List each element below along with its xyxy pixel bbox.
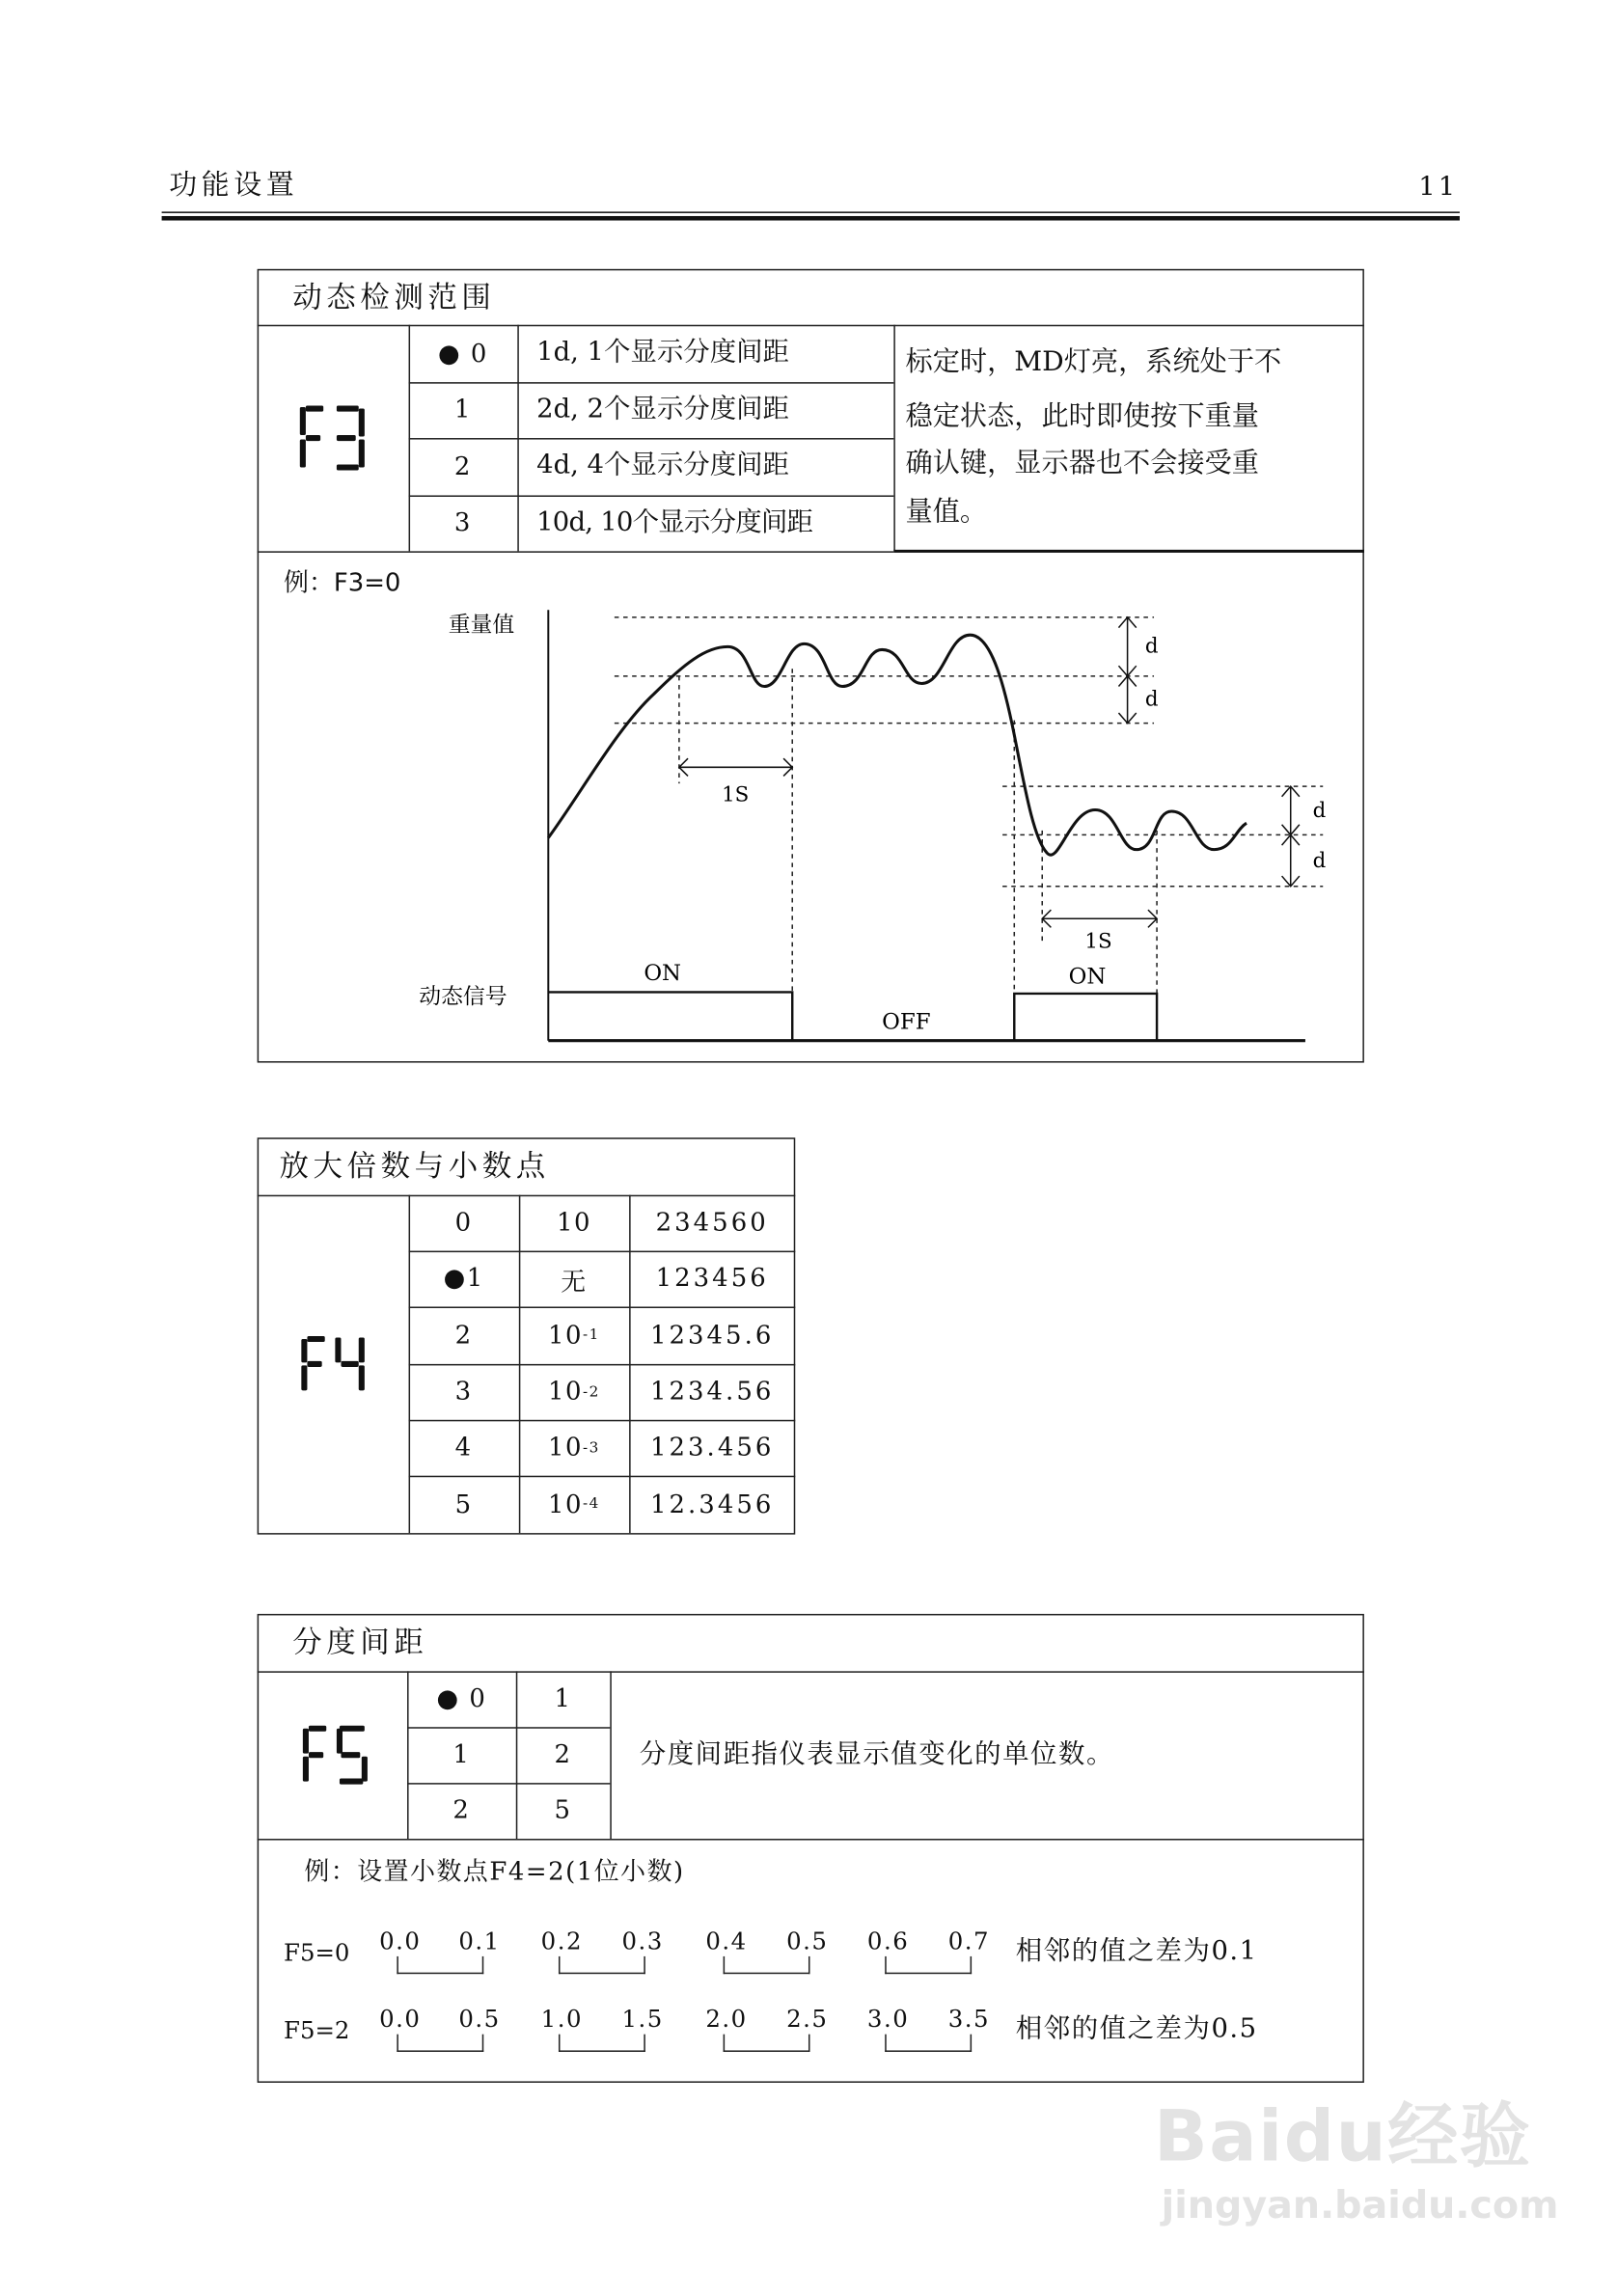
f3-note-line: 稳定状态，此时即使按下重量 bbox=[905, 400, 1259, 432]
page-number: 11 bbox=[1418, 172, 1459, 204]
f3-desc: 1d, 1个显示分度间距 bbox=[536, 336, 789, 368]
f3-title: 动态检测范围 bbox=[292, 279, 496, 315]
pair-bracket bbox=[559, 2035, 645, 2052]
f3-note-line: 标定时，MD灯亮，系统处于不 bbox=[905, 346, 1282, 378]
f5-example-value: 0.3 bbox=[621, 1927, 664, 1955]
on-label: ON bbox=[644, 961, 682, 987]
baidu-jingyan-watermark: Baidu经验 bbox=[1154, 2095, 1532, 2178]
f5-example-label: 例：设置小数点F4=2(1位小数) bbox=[304, 1857, 685, 1888]
f4-multiplier-base: 无 bbox=[561, 1268, 588, 1298]
d-label: d bbox=[1312, 848, 1327, 873]
f5-option: 1 bbox=[452, 1739, 471, 1770]
f4-multiplier bbox=[519, 1364, 629, 1420]
signal-label: 动态信号 bbox=[419, 984, 507, 1010]
pair-bracket bbox=[724, 1956, 810, 1974]
weight-curve bbox=[548, 635, 1247, 855]
f5-example-value: 0.0 bbox=[379, 2005, 422, 2034]
f3-desc: 10d, 10个显示分度间距 bbox=[536, 506, 813, 538]
f4-display-value: 123.456 bbox=[649, 1433, 775, 1462]
pair-bracket bbox=[559, 1956, 645, 1974]
f4-multiplier bbox=[519, 1195, 629, 1251]
f4-multiplier-base: 10 bbox=[547, 1377, 584, 1408]
f5-example-value: 0.0 bbox=[379, 1927, 422, 1955]
on-label: ON bbox=[1068, 964, 1107, 990]
pair-bracket bbox=[885, 2035, 972, 2052]
d-label: d bbox=[1144, 687, 1159, 712]
f5-value: 1 bbox=[554, 1684, 572, 1714]
f5-example-value: 0.7 bbox=[947, 1927, 991, 1955]
f3-desc: 4d, 4个显示分度间距 bbox=[536, 450, 789, 481]
f5-value: 5 bbox=[554, 1795, 572, 1826]
f4-title: 放大倍数与小数点 bbox=[279, 1147, 550, 1184]
f4-option: 3 bbox=[454, 1377, 473, 1408]
f4-multiplier-exponent: -4 bbox=[583, 1496, 600, 1513]
f4-multiplier bbox=[519, 1420, 629, 1476]
pair-bracket bbox=[724, 2035, 810, 2052]
f4-option: 4 bbox=[454, 1433, 473, 1462]
interval-label: 1S bbox=[722, 782, 750, 807]
f5-example-setting: F5=0 bbox=[284, 1938, 350, 1967]
f5-seven-segment-code bbox=[300, 1724, 373, 1786]
reference-dashed-lines bbox=[615, 617, 1323, 1041]
f4-option: ●1 bbox=[443, 1264, 484, 1294]
f5-example-value: 0.1 bbox=[458, 1927, 501, 1955]
f5-title: 分度间距 bbox=[292, 1624, 428, 1660]
f3-desc: 2d, 2个显示分度间距 bbox=[536, 394, 789, 425]
f4-multiplier-exponent: -2 bbox=[583, 1383, 600, 1401]
section-title: 功能设置 bbox=[169, 169, 299, 202]
f4-option: 2 bbox=[454, 1320, 473, 1351]
f4-multiplier-exponent: -3 bbox=[583, 1439, 600, 1457]
dynamic-detection-diagram bbox=[0, 0, 1617, 1117]
watermark-url: jingyan.baidu.com bbox=[1161, 2184, 1559, 2228]
f4-multiplier-base: 10 bbox=[556, 1208, 591, 1238]
f5-example-value: 1.5 bbox=[621, 2005, 664, 2034]
f5-example-value: 2.5 bbox=[786, 2005, 829, 2034]
d-label: d bbox=[1144, 634, 1159, 659]
pair-bracket bbox=[397, 1956, 483, 1974]
f3-option: ● 0 bbox=[437, 339, 488, 369]
f4-option: 5 bbox=[454, 1490, 473, 1519]
f4-seven-segment-code bbox=[298, 1334, 371, 1393]
f5-example-value: 2.0 bbox=[705, 2005, 748, 2034]
f4-display-value: 1234.56 bbox=[649, 1377, 775, 1408]
f4-display-value: 12345.6 bbox=[649, 1320, 775, 1351]
f4-multiplier bbox=[519, 1476, 629, 1533]
interval-label: 1S bbox=[1084, 929, 1112, 954]
pair-bracket bbox=[397, 2035, 483, 2052]
f4-option: 0 bbox=[454, 1208, 473, 1238]
f3-option: 3 bbox=[453, 508, 472, 538]
pair-bracket bbox=[885, 1956, 972, 1974]
f5-option: ● 0 bbox=[436, 1684, 487, 1714]
f4-multiplier bbox=[519, 1306, 629, 1363]
f4-multiplier-base: 10 bbox=[547, 1320, 584, 1351]
dynamic-signal-waveform bbox=[548, 992, 1157, 1040]
d-label: d bbox=[1312, 799, 1327, 824]
f4-multiplier-base: 10 bbox=[547, 1433, 584, 1462]
f3-note-line: 量值。 bbox=[905, 496, 988, 528]
f3-option: 1 bbox=[453, 395, 472, 425]
f4-display-value: 12.3456 bbox=[649, 1490, 775, 1519]
f4-display-value: 123456 bbox=[655, 1264, 769, 1294]
f5-example-value: 0.2 bbox=[540, 1927, 584, 1955]
f5-example-value: 0.5 bbox=[786, 1927, 829, 1955]
f4-multiplier bbox=[519, 1251, 629, 1307]
f3-example-label: 例：F3=0 bbox=[284, 568, 401, 599]
y-axis-label: 重量值 bbox=[448, 613, 515, 639]
f4-multiplier-exponent: -1 bbox=[583, 1326, 600, 1344]
off-label: OFF bbox=[882, 1009, 931, 1035]
f5-example-value: 0.6 bbox=[866, 1927, 910, 1955]
interval-arrows bbox=[679, 617, 1300, 927]
f3-option: 2 bbox=[453, 451, 472, 481]
f5-description: 分度间距指仪表显示值变化的单位数。 bbox=[639, 1738, 1114, 1770]
f5-value: 2 bbox=[554, 1739, 572, 1770]
f5-example-value: 0.5 bbox=[458, 2005, 501, 2034]
f5-example-note: 相邻的值之差为0.1 bbox=[1015, 1935, 1258, 1967]
f5-example-value: 1.0 bbox=[540, 2005, 584, 2034]
f3-note-line: 确认键，显示器也不会接受重 bbox=[905, 448, 1259, 479]
f5-example-value: 3.0 bbox=[866, 2005, 910, 2034]
f5-example-note: 相邻的值之差为0.5 bbox=[1015, 2013, 1258, 2045]
f5-example-value: 3.5 bbox=[947, 2005, 991, 2034]
f4-multiplier-base: 10 bbox=[547, 1490, 584, 1519]
f5-example-value: 0.4 bbox=[705, 1927, 748, 1955]
f5-example-setting: F5=2 bbox=[284, 2016, 350, 2045]
f4-display-value: 234560 bbox=[655, 1208, 769, 1238]
f5-option: 2 bbox=[452, 1795, 471, 1826]
